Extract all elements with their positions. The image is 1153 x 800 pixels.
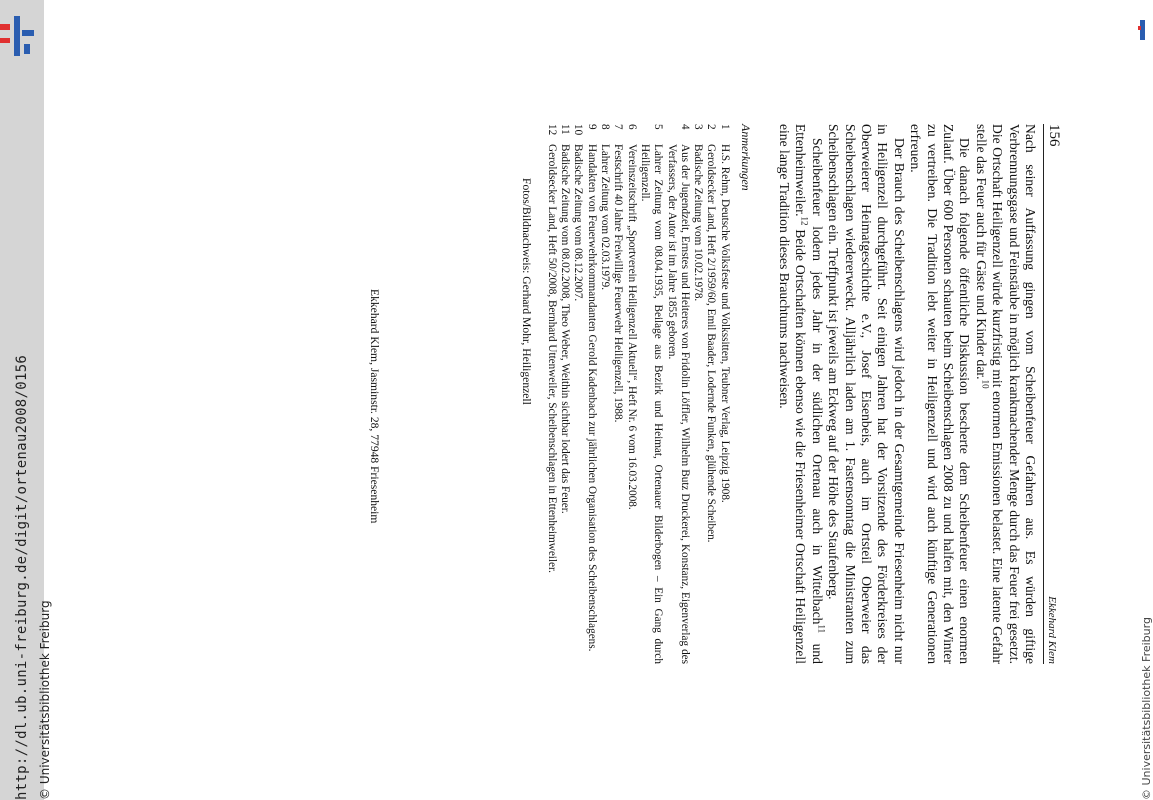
author-address: Ekkehard Klem, Jasminstr. 28, 77948 Friesenheim (368, 289, 381, 524)
library-logo-icon (0, 16, 36, 56)
notes-heading: Anmerkungen (739, 124, 753, 191)
footnote: 9 Handakten von Feuerwehrkommandanten Gerold Kadenbach zur jährlichen Organisation des Scheibenschlagens. (585, 124, 598, 652)
footnotes (519, 124, 752, 664)
footnote: 3 Badische Zeitung vom 10.02.1978. (692, 124, 705, 302)
footnote: 10 Badische Zeitung vom 08.12.2007. (572, 124, 585, 302)
footnote: 11 Badische Zeitung vom 08.02.2008, Theo Weber, Weithin sichtbar lodert das Feuer. (559, 124, 572, 514)
footnote: 5 Lahrer Zeitung vom 08.04.1935, Beilage aus Bezirk und Heimat, Ortenauer Bilderbogen – Ein Gang durch Heiligenzell. (638, 124, 665, 664)
footnote: 12 Geroldsecker Land, Heft 50/2008, Bernhard Uttenweiler, Scheibenschlagen in Ettenheimweiler. (545, 124, 558, 573)
copyright-notice-right: © Universitätsbibliothek Freiburg (1140, 617, 1153, 800)
page-number: 156 (1046, 124, 1062, 147)
footnote: 6 Vereinszeitschrift „Sportverein Heiligenzell Aktuell“, Heft Nr. 6 vom 16.03.2008. (625, 124, 638, 510)
paragraph: Scheibenfeuer lodern jedes Jahr in der südlichen Ortenau auch in Wittelbach$^{11}$ und Ettenheimweiler.$^{12}$ Beide Ortschaften können ebenso wie die Friesenheimer Ortschaft Heiligenzell eine lange Tradition dieses Brauchtums nachweisen. (776, 124, 827, 664)
scanned-page (232, 124, 1062, 664)
footnote: 7 Festschrift 40 Jahre Freiwillige Feuerwehr Heiligenzell, 1988. (612, 124, 625, 423)
page-header (1043, 124, 1062, 664)
paragraph: Der Brauch des Scheibenschlagens wird jedoch in der Gesamtgemeinde Friesenheim nicht nur in Heiligenzell durchgeführt. Seit einigen Jahren hat der Vorsitzende des Förderkreises der Oberweierer Heimatgeschichte e.V., Josef Eisenbeis, auch im Ortsteil Oberweier das Scheibenschlagen wiedererweckt. Alljährlich laden am 1. Fastensonntag die Ministranten zum Scheibenschlagen ein. Treffpunkt ist jeweils am Eckweg auf der Höhe des Staufenberg. (826, 124, 907, 664)
left-sidebar (0, 0, 52, 800)
photo-credit: Fotos/Bildnachweis: Gerhard Mohr, Heiligenzell (519, 178, 533, 405)
document-url[interactable]: http://dl.ub.uni-freiburg.de/digit/ortenau2008/0156 (14, 354, 30, 800)
copyright-notice: © Universitätsbibliothek Freiburg (38, 600, 52, 800)
running-header-author: Ekkehard Klem (1046, 596, 1058, 664)
footnote: 4 Aus der Jugendzeit, Ernstes und Heiteres von Fridolin Löffler, Wilhelm Butz Druckerei, Konstanz, Eigenverlag des Verfassers, der Autor ist im Jahre 1855 geboren. (665, 124, 691, 664)
paragraph: Nach seiner Auffassung gingen vom Scheibenfeuer Gefahren aus. Es würden giftige Verbrennungsgase und Feinstäube in möglich krankmachender Menge durch das Feuer frei gesetzt. Die Ortschaft Heiligenzell würde kurzfristig mit enormen Emissionen belastet. Eine latente Gefahr stelle das Feuer auch für Gäste und Kinder dar.$^{10}$ (973, 124, 1038, 664)
footnote: 2 Geroldsecker Land, Heft 2/1959/60, Emil Baader, Lodernde Funken, glühende Scheiben. (705, 124, 718, 543)
footnote: 1 H.S. Rehm, Deutsche Volksfeste und Volkssitten, Teubner Verlag, Leipzig 1908. (718, 124, 731, 503)
footnote: 8 Lahrer Zeitung vom 02.03.1979. (599, 124, 612, 291)
paragraph: Die danach folgende öffentliche Diskussion bescherte dem Scheibenfeuer einen enormen Zulauf. Über 600 Personen schauten beim Scheibenschlagen 2008 zu und halfen mit, den Winter zu vertreiben. Die Tradition lebt weiter in Heiligenzell und wird auch künftige Generationen erfreuen. (908, 124, 973, 664)
library-logo-icon-right (1138, 20, 1148, 40)
body-text (776, 124, 1039, 664)
